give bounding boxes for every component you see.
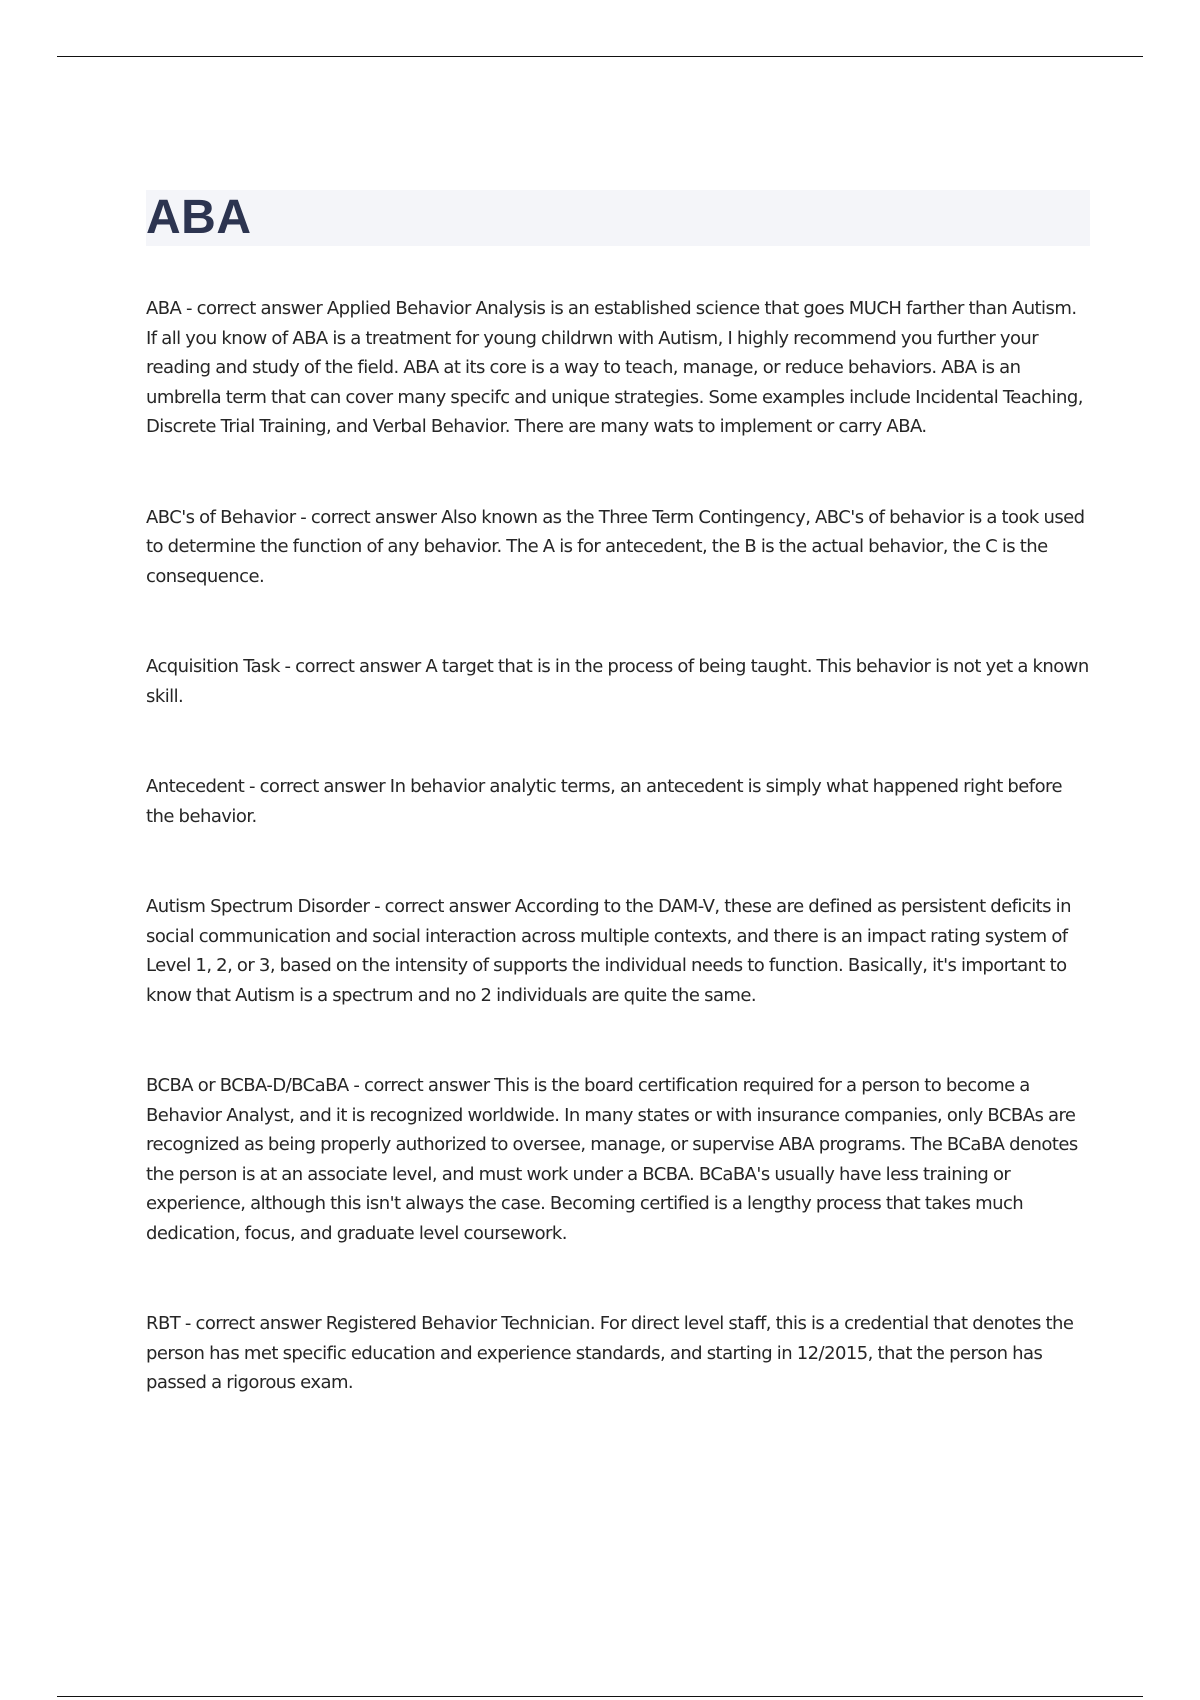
top-rule bbox=[57, 56, 1143, 57]
entry-bcba: BCBA or BCBA-D/BCaBA - correct answer This is the board certification required for a person to become a Behavior Analyst, and it is recognized worldwide. In many states or with insurance companies, only BCBAs are recognized as being properly authorized to oversee, manage, or supervise ABA programs. The BCaBA denotes the person is at an associate level, and must work under a BCBA. BCaBA's usually have less training or experience, although this isn't always the case. Becoming certified is a lengthy process that takes much dedication, focus, and graduate level coursework. bbox=[146, 1075, 1078, 1244]
entry-autism-spectrum-disorder: Autism Spectrum Disorder - correct answer According to the DAM-V, these are defined as persistent deficits in social communication and social interaction across multiple contexts, and there is an impact rating system of Level 1, 2, or 3, based on the intensity of supports the individual needs to function. Basically, it's important to know that Autism is a spectrum and no 2 individuals are quite the same. bbox=[146, 896, 1071, 1006]
entry-acquisition-task: Acquisition Task - correct answer A target that is in the process of being taught. This behavior is not yet a known skill. bbox=[146, 656, 1089, 707]
entry-rbt: RBT - correct answer Registered Behavior Technician. For direct level staff, this is a credential that denotes the person has met specific education and experience standards, and starting in 12/2015, that the person has passed a rigorous exam. bbox=[146, 1313, 1074, 1393]
flashcard-list bbox=[146, 294, 1090, 1398]
title-band bbox=[146, 190, 1090, 246]
document-body bbox=[146, 190, 1090, 1459]
entry-antecedent: Antecedent - correct answer In behavior analytic terms, an antecedent is simply what happened right before the behavior. bbox=[146, 776, 1063, 827]
bottom-rule bbox=[57, 1696, 1143, 1697]
entry-aba: ABA - correct answer Applied Behavior Analysis is an established science that goes MUCH farther than Autism. If all you know of ABA is a treatment for young childrwn with Autism, I highly recommend you further your reading and study of the field. ABA at its core is a way to teach, manage, or reduce behaviors. ABA is an umbrella term that can cover many specifc and unique strategies. Some examples include Incidental Teaching, Discrete Trial Training, and Verbal Behavior. There are many wats to implement or carry ABA. bbox=[146, 298, 1083, 437]
entry-abcs-of-behavior: ABC's of Behavior - correct answer Also known as the Three Term Contingency, ABC's of behavior is a took used to determine the function of any behavior. The A is for antecedent, the B is the actual behavior, the C is the consequence. bbox=[146, 506, 1085, 587]
document-title: ABA bbox=[146, 191, 252, 244]
